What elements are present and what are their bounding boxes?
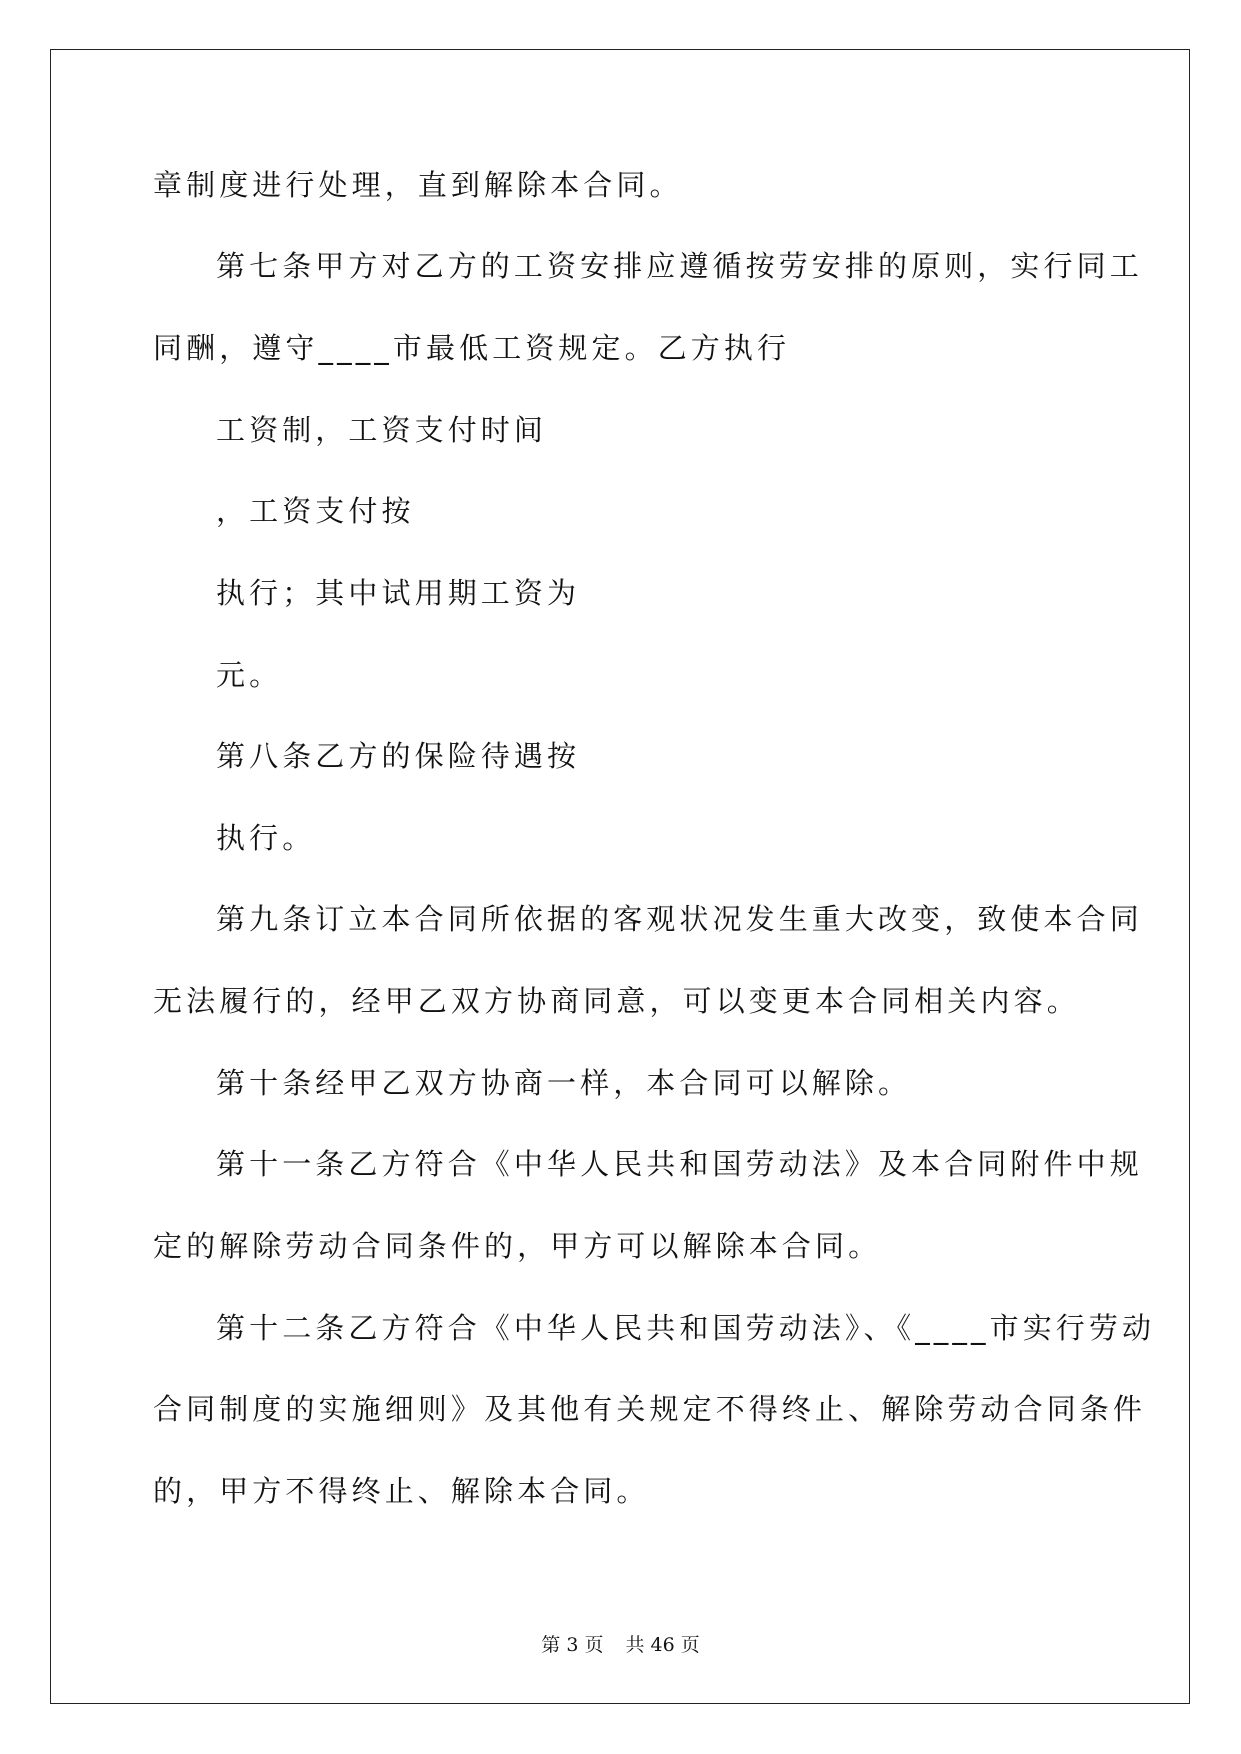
page-footer [0,1630,1241,1657]
page-border [50,49,1190,1704]
text-line: 第八条乙方的保险待遇按 [216,739,581,773]
page-total: 共 46 页 [625,1634,700,1656]
text-line: 执行；其中试用期工资为 [216,576,581,610]
text-line: 合同制度的实施细则》及其他有关规定不得终止、解除劳动合同条件 [153,1392,1147,1426]
text-line: 第十二条乙方符合《中华人民共和国劳动法》、《____市实行劳动 [216,1311,1156,1345]
text-line: 同酬，遵守____市最低工资规定。乙方执行 [153,331,791,365]
page-number: 第 3 页 [541,1634,604,1656]
text-line: 的，甲方不得终止、解除本合同。 [153,1474,650,1508]
text-line: 第十条经甲乙双方协商一样，本合同可以解除。 [216,1066,912,1100]
text-line: 定的解除劳动合同条件的，甲方可以解除本合同。 [153,1229,882,1263]
text-line: 工资制，工资支付时间 [216,413,548,447]
text-line: 第七条甲方对乙方的工资安排应遵循按劳安排的原则，实行同工 [216,249,1143,283]
text-line: 第九条订立本合同所依据的客观状况发生重大改变，致使本合同 [216,902,1143,936]
text-line: 无法履行的，经甲乙双方协商同意，可以变更本合同相关内容。 [153,984,1080,1018]
text-line: ，工资支付按 [216,494,415,528]
text-line: 章制度进行处理，直到解除本合同。 [153,168,683,202]
text-line: 元。 [216,658,283,692]
text-line: 第十一条乙方符合《中华人民共和国劳动法》及本合同附件中规 [216,1147,1143,1181]
text-line: 执行。 [216,821,316,855]
